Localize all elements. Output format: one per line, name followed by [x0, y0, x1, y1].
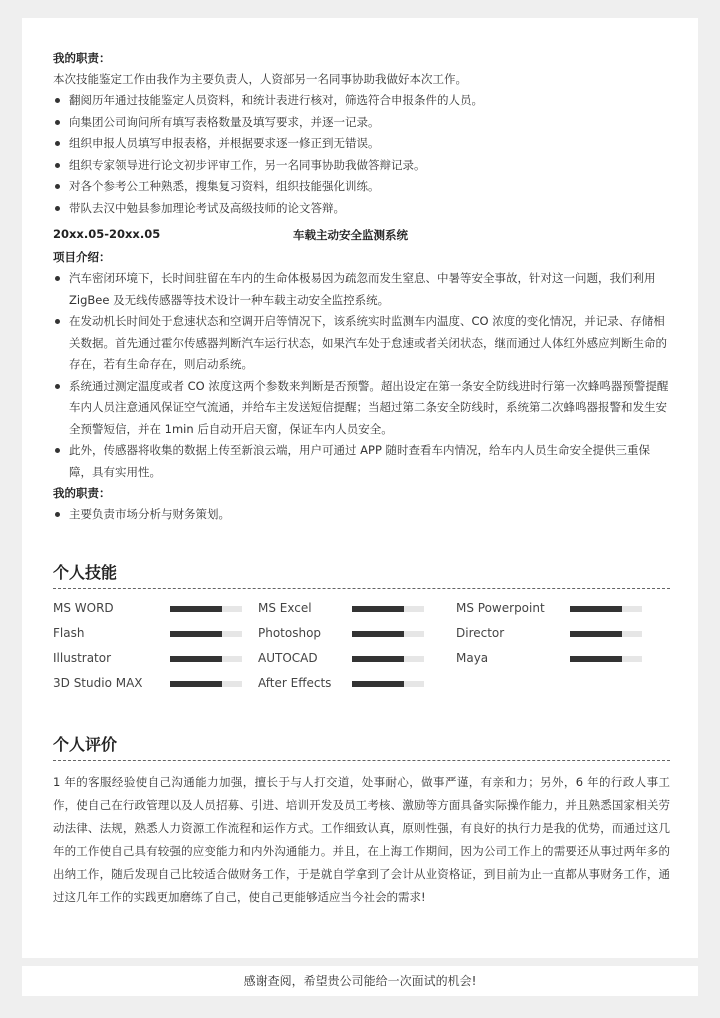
list-item: 对各个参考公工种熟悉，搜集复习资料，组织技能强化训练。	[53, 176, 670, 198]
project-duty-list	[53, 504, 670, 526]
skill-bar-fill	[170, 681, 222, 687]
skill-name: Photoshop	[258, 625, 322, 640]
project-name: 车载主动安全监测系统	[293, 228, 408, 242]
skill-bar	[170, 681, 242, 687]
list-item: 在发动机长时间处于怠速状态和空调开启等情况下，该系统实时监测车内温度、CO 浓度的变化情况，并记录、存储相关数据。首先通过霍尔传感器判断汽车运行状态，如果汽车处于怠速或者关闭状态，继而通过人体红外感应判断生命的存在，若有生命存在，则启动系统。	[53, 311, 670, 376]
skill-bar-fill	[570, 606, 622, 612]
project-intro-label: 项目介绍：	[53, 250, 111, 264]
project-date: 20xx.05-20xx.05	[53, 227, 161, 241]
skill-name: MS Excel	[258, 600, 312, 615]
skill-bar-fill	[352, 656, 404, 662]
skill-name: Flash	[53, 625, 85, 640]
skill-bar	[570, 656, 642, 662]
resume-page	[22, 18, 698, 958]
list-item: 带队去汉中勉县参加理论考试及高级技师的论文答辩。	[53, 198, 670, 220]
project-list	[53, 268, 670, 483]
skill-bar-fill	[170, 656, 222, 662]
skill-bar	[352, 606, 424, 612]
skill-bar	[570, 631, 642, 637]
skill-bar	[352, 631, 424, 637]
skill-bar-fill	[352, 681, 404, 687]
list-item: 组织专家领导进行论文初步评审工作，另一名同事协助我做答辩记录。	[53, 155, 670, 177]
duty-list	[53, 90, 670, 219]
skill-bar	[352, 656, 424, 662]
skill-bar-fill	[170, 631, 222, 637]
evaluation-text: 1 年的客服经验使自己沟通能力加强，擅长于与人打交道，处事耐心，做事严谨，有亲和力；另外，6 年的行政人事工作，使自己在行政管理以及人员招募、引进、培训开发及员工考核、激励等方面具备实际操作能力，并且熟悉国家相关劳动法律、法规，熟悉人力资源工作流程和运作方式。工作细致认真，原则性强，有良好的执行力是我的优势，而通过这几年的工作使自己具有较强的应变能力和内外沟通能力。并且，在上海工作期间，因为公司工作上的需要还从事过两年多的出纳工作，随后发现自己比较适合做财务工作，于是就自学拿到了会计从业资格证，到目前为止一直都从事财务工作，通过这几年工作的实践更加磨练了自己，使自己更能够适应当今社会的需求!	[53, 774, 670, 904]
skills-title: 个人技能	[53, 560, 670, 589]
skills-grid	[53, 596, 670, 696]
evaluation-title: 个人评价	[53, 732, 670, 761]
resume-content	[53, 48, 670, 909]
list-item: 系统通过测定温度或者 CO 浓度这两个参数来判断是否预警。超出设定在第一条安全防线进时行第一次蜂鸣器预警提醒车内人员注意通风保证空气流通，并给车主发送短信提醒；当超过第二条安全防线时，系统第二次蜂鸣器报警和发生安全预警短信，并在 1min 后自动开启天窗，保证车内人员安全。	[53, 376, 670, 441]
skill-bar-fill	[570, 656, 622, 662]
list-item: 向集团公司询问所有填写表格数量及填写要求，并逐一记录。	[53, 112, 670, 134]
duty-intro: 本次技能鉴定工作由我作为主要负责人，人资部另一名同事协助我做好本次工作。	[53, 72, 467, 86]
skill-name: Maya	[456, 650, 489, 665]
skill-name: After Effects	[258, 675, 332, 690]
skill-bar	[352, 681, 424, 687]
duty-label: 我的职责：	[53, 51, 111, 65]
footer	[22, 966, 698, 996]
footer-text: 感谢查阅，希望贵公司能给一次面试的机会!	[243, 974, 477, 988]
skill-name: MS Powerpoint	[456, 600, 545, 615]
skill-name: 3D Studio MAX	[53, 675, 143, 690]
skill-bar	[570, 606, 642, 612]
skill-bar-fill	[352, 606, 404, 612]
list-item: 组织申报人员填写申报表格，并根据要求逐一修正到无错误。	[53, 133, 670, 155]
skill-name: MS WORD	[53, 600, 114, 615]
skill-bar	[170, 631, 242, 637]
skill-bar-fill	[352, 631, 404, 637]
list-item: 翻阅历年通过技能鉴定人员资料，和统计表进行核对，筛选符合申报条件的人员。	[53, 90, 670, 112]
list-item: 汽车密闭环境下，长时间驻留在车内的生命体极易因为疏忽而发生窒息、中暑等安全事故，针对这一问题，我们利用 ZigBee 及无线传感器等技术设计一种车载主动安全监控系统。	[53, 268, 670, 311]
skill-bar	[170, 656, 242, 662]
skill-name: AUTOCAD	[258, 650, 318, 665]
project-header	[53, 223, 670, 247]
skill-name: Illustrator	[53, 650, 112, 665]
project-duty-label: 我的职责：	[53, 486, 111, 500]
list-item: 主要负责市场分析与财务策划。	[53, 504, 670, 526]
list-item: 此外，传感器将收集的数据上传至新浪云端，用户可通过 APP 随时查看车内情况，给车内人员生命安全提供三重保障，具有实用性。	[53, 440, 670, 483]
skill-bar-fill	[170, 606, 222, 612]
skill-bar	[170, 606, 242, 612]
skill-name: Director	[456, 625, 505, 640]
skill-bar-fill	[570, 631, 622, 637]
